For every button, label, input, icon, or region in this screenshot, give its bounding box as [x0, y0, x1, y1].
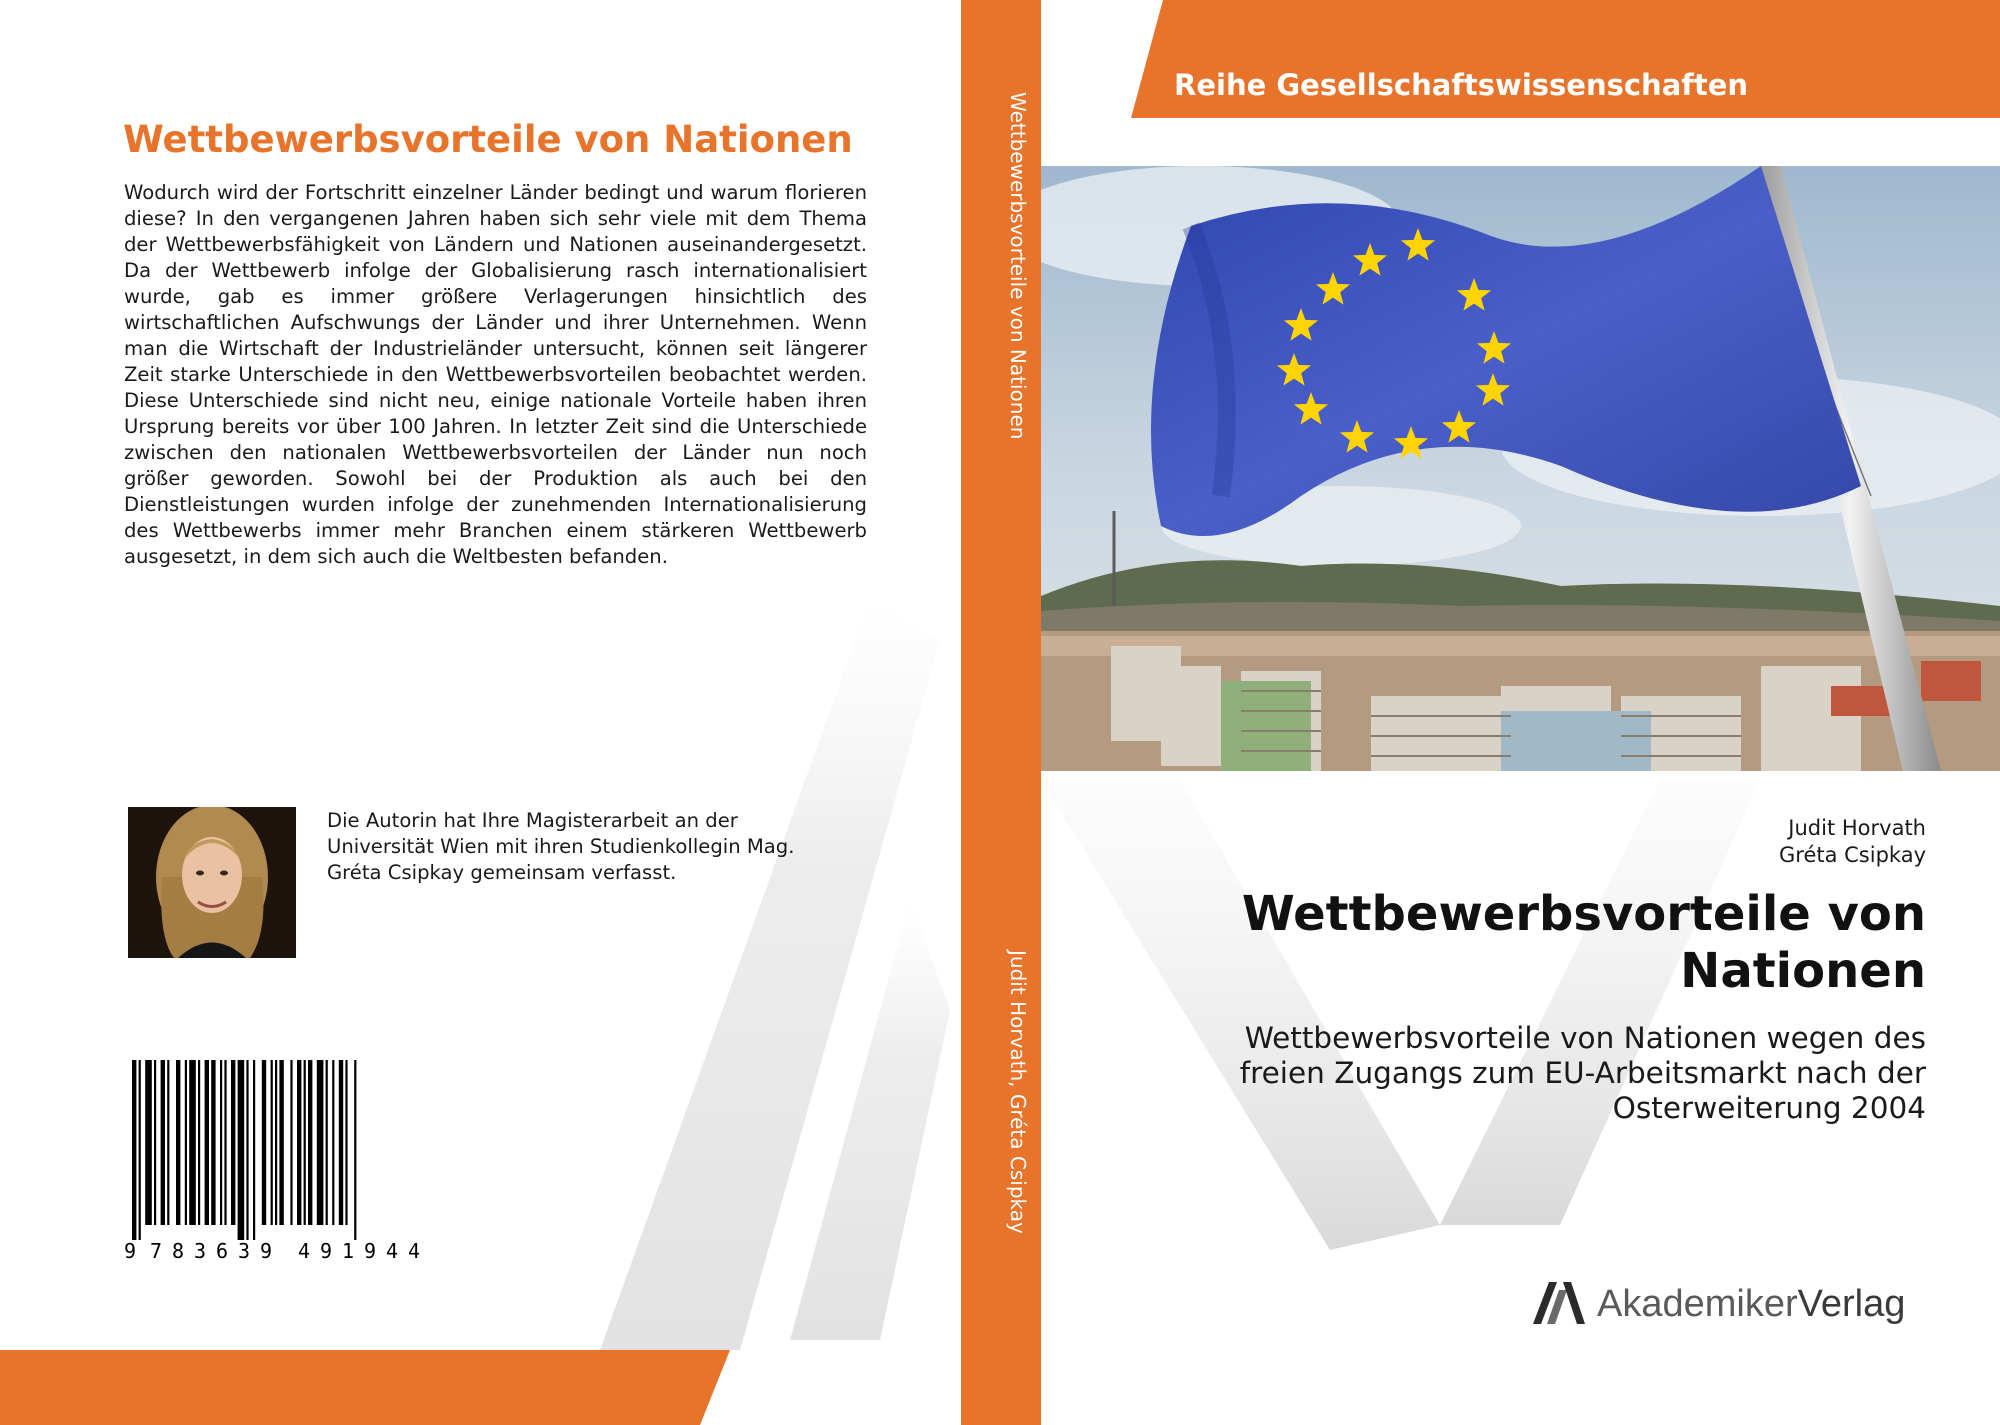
barcode-bar — [238, 1060, 245, 1240]
barcode-digit: 9 — [320, 1239, 333, 1262]
barcode-bar — [220, 1060, 222, 1225]
front-cover-subtitle: Wettbewerbsvorteile von Nationen wegen des freien Zugangs zum EU-Arbeitsmarkt nach der Osterweiterung 2004 — [1239, 1021, 1926, 1125]
barcode-bar — [211, 1060, 215, 1225]
barcode-bar — [167, 1060, 169, 1225]
barcode-bar — [279, 1060, 283, 1225]
barcode-digit: 4 — [408, 1239, 421, 1262]
publisher-logo — [1533, 1278, 1913, 1338]
spine-authors: Judit Horvath, Gréta Csipkay — [1006, 950, 1030, 1234]
barcode-bar — [275, 1060, 277, 1225]
barcode-bar — [345, 1060, 347, 1225]
barcode-digit: 9 — [260, 1239, 273, 1262]
barcode-bar — [224, 1060, 226, 1225]
barcode-bar — [154, 1060, 156, 1225]
barcode-bar — [176, 1060, 180, 1225]
barcode-bar — [139, 1060, 141, 1240]
series-label: Reihe Gesellschaftswissenschaften — [1174, 68, 1749, 102]
av-logo-icon — [1533, 1282, 1587, 1324]
barcode-bar — [231, 1060, 235, 1225]
barcode-bar — [262, 1060, 266, 1225]
barcode-bar — [145, 1060, 152, 1225]
barcode-bar — [332, 1060, 334, 1225]
back-cover-bottom-band — [0, 1350, 730, 1425]
barcode-bar — [198, 1060, 200, 1225]
barcode-digit: 1 — [342, 1239, 355, 1262]
barcode-bar — [339, 1060, 343, 1225]
barcode-digit: 9 — [364, 1239, 377, 1262]
barcode-digit: 6 — [216, 1239, 229, 1262]
spine-title: Wettbewerbsvorteile von Nationen — [1006, 92, 1030, 440]
barcode-bars — [132, 1060, 356, 1240]
barcode-bar — [290, 1060, 292, 1225]
barcode-digit: 4 — [298, 1239, 311, 1262]
back-cover-title: Wettbewerbsvorteile von Nationen — [123, 118, 853, 161]
barcode-bar — [271, 1060, 273, 1225]
barcode-bar — [185, 1060, 187, 1225]
barcode-bar — [161, 1060, 165, 1225]
barcode-digit: 7 — [150, 1239, 163, 1262]
publisher-name: AkademikerVerlag — [1597, 1283, 1906, 1325]
book-spine — [961, 0, 1041, 1425]
barcode-digit: 3 — [194, 1239, 207, 1262]
barcode-digit: 8 — [172, 1239, 185, 1262]
barcode-digits — [124, 1239, 420, 1262]
barcode-bar — [308, 1060, 312, 1225]
barcode-bar — [189, 1060, 196, 1225]
barcode-bar — [253, 1060, 255, 1240]
back-cover-blurb: Wodurch wird der Fortschritt einzelner Länder bedingt und warum florieren diese? In den vergangenen Jahren haben sich sehr viele mit dem Thema der Wettbewerbsfähigkeit von Ländern und Nationen auseinandergesetzt. Da der Wettbewerb infolge der Globalisierung rasch internationalisiert wurde, gab es immer größere Verlagerungen hinsichtlich des wirtschaftlichen Aufschwungs der Länder und ihrer Unternehmen. Wenn man die Wirtschaft der Industrieländer untersucht, können seit längerer Zeit starke Unterschiede in den Wettbewerbsvorteilen beobachtet werden. Diese Unterschiede sind nicht neu, einige nationale Vorteile haben ihren Ursprung bereits vor über 100 Jahren. In letzter Zeit sind die Unterschiede zwischen den nationalen Wettbewerbsvorteilen der Länder nun noch größer geworden. Sowohl bei der Produktion als auch bei den Dienstleistungen wurden infolge der zunehmenden Internationalisierung des Wettbewerbs immer mehr Branchen einem stärkeren Wettbewerb ausgesetzt, in dem sich auch die Weltbesten befanden. — [124, 181, 867, 568]
barcode-bar — [205, 1060, 209, 1225]
barcode-digit: 4 — [386, 1239, 399, 1262]
barcode-bar — [297, 1060, 301, 1225]
cover-photo-eu-flag-city — [1041, 166, 2000, 771]
barcode-bar — [246, 1060, 248, 1240]
barcode-bar — [354, 1060, 356, 1240]
barcode-digit: 9 — [124, 1239, 137, 1262]
barcode-bar — [304, 1060, 306, 1225]
front-cover-authors — [1779, 815, 1926, 869]
author-photo — [128, 807, 296, 958]
author-name: Judit Horvath — [1788, 816, 1926, 840]
barcode-bar — [317, 1060, 324, 1225]
front-cover-title: Wettbewerbsvorteile von Nationen — [1241, 886, 1926, 999]
barcode-bar — [132, 1060, 136, 1240]
isbn-barcode — [120, 1060, 450, 1262]
author-name: Gréta Csipkay — [1779, 843, 1926, 867]
author-bio: Die Autorin hat Ihre Magisterarbeit an der Universität Wien mit ihren Studienkollegin Mag. Gréta Csipkay gemeinsam verfasst. — [327, 809, 795, 884]
barcode-bar — [326, 1060, 328, 1225]
barcode-digit: 3 — [238, 1239, 251, 1262]
